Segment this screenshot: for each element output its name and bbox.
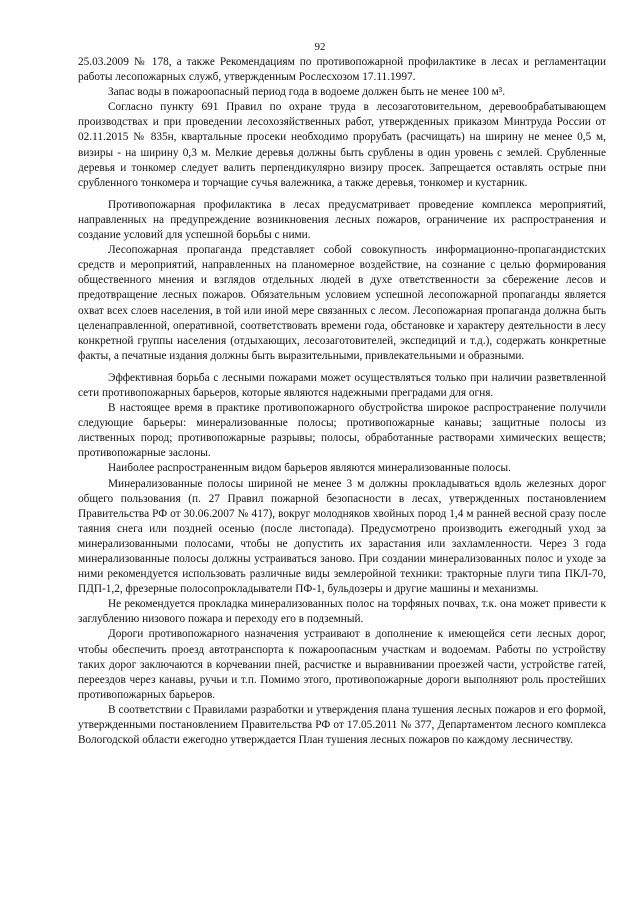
paragraph-water-supply: Запас воды в пожароопасный период года в водоеме должен быть не менее 100 м³. [108,86,506,99]
document-body [78,55,606,748]
paragraph-fire-barriers: Эффективная борьба с лесными пожарами может осуществляться только при наличии разветвленной сети противопожарных барьеров, которые являются надежными преградами для огня. [78,371,606,399]
page-number: 92 [314,41,326,53]
paragraph-fire-plan: В соответствии с Правилами разработки и утверждения плана тушения лесных пожаров и его формой, утвержденными постановлением Правительства РФ от 17.05.2011 № 377, Департаментом лесного комплекса Вологодской области ежегодно утверждается План тушения лесных пожаров по каждому лесничеству. [78,703,606,747]
paragraph-mineralized-strips: Минерализованные полосы шириной не менее 3 м должны прокладываться вдоль железных дорог общего пользования (п. 27 Правил пожарной безопасности в лесах, утвержденных постановлением Правительства РФ от 30.06.2007 № 417), вокруг молодняков хвойных пород 1,4 м ранней весной сразу после таяния снега или поздней осенью (после листопада). Предусмотрено производить ежегодный уход за минерализованными полосами, чтобы не допустить их зарастания или захламленности. Через 3 года минерализованные полосы должны устраиваться заново. При создании минерализованных полос и уходе за ними рекомендуется использовать различные виды землеройной техники: тракторные плуги типа ПКЛ-70, ПДП-1,2, фрезерные полосопрокладыватели ПФ-1, бульдозеры и другие машины и механизмы. [78,477,606,596]
paragraph-common-barrier: Наиболее распространенным видом барьеров являются минерализованные полосы. [108,462,511,475]
paragraph-fire-prevention: Противопожарная профилактика в лесах предусматривает проведение комплекса мероприятий, направленных на предупреждение возникновения лесных пожаров, ограничение их распространения и создание условий для успешной борьбы с ними. [78,198,606,242]
paragraph-barrier-types: В настоящее время в практике противопожарного обустройства широкое распространение получили следующие барьеры: минерализованные полосы; противопожарные канавы; защитные полосы из лиственных пород; противопожарные разрывы; полосы, обработанные растворами химических веществ; противопожарные заслоны. [78,402,606,460]
paragraph-continuation: 25.03.2009 № 178, а также Рекомендациям по противопожарной профилактике в лесах и регламентации работы лесопожарных служб, утвержденным Рослесхозом 17.11.1997. [78,56,606,84]
paragraph-fire-propaganda: Лесопожарная пропаганда представляет собой совокупность информационно-пропагандистских средств и мероприятий, направленных на планомерное воздействие, на сознание с целью формирования общественного мнения и взглядов отдельных людей в духе ответственности за сбережение лесов и предотвращение лесных пожаров. Обязательным условием успешной лесопожарной пропаганды является охват всех слоев населения, в той или иной мере связанных с лесом. Лесопожарная пропаганда должна быть целенаправленной, оперативной, соответствовать времени года, обстановке и характеру деятельности в лесу конкретной группы населения (отдыхающих, лесозаготовителей, экспедиций и т.д.), содержать конкретные факты, а печатные издания должны быть выразительными, привлекательными и образными. [78,244,606,362]
paragraph-clearing-rules: Согласно пункту 691 Правил по охране труда в лесозаготовительном, деревообрабатывающем производствах и при проведении лесохозяйственных работ, утвержденных приказом Минтруда России от 02.11.2015 № 835н, квартальные просеки необходимо прорубать (расчищать) на ширину не менее 0,5 м, визиры - на ширину 0,3 м. Мелкие деревья должны быть срублены в один уровень с землей. Срубленные деревья и тонкомер следует валить перпендикулярно визиру просек. Запрещается оставлять острые пни срубленного тонкомера и торчащие сучья валежника, а также деревья, тонкомер и кустарник. [78,101,606,189]
paragraph-peat-soils: Не рекомендуется прокладка минерализованных полос на торфяных почвах, т.к. она может привести к заглублению низового пожара и переходу его в подземный. [78,598,606,626]
paragraph-fire-roads: Дороги противопожарного назначения устраивают в дополнение к имеющейся сети лесных дорог, чтобы обеспечить проезд автотранспорта к пожароопасным участкам и водоемам. Работы по устройству таких дорог заключаются в корчевании пней, расчистке и выравнивании проезжей части, устройстве гатей, переездов через канавы, ручьи и т.п. Помимо этого, противопожарные дороги выполняют роль простейших противопожарных барьеров. [78,628,606,701]
